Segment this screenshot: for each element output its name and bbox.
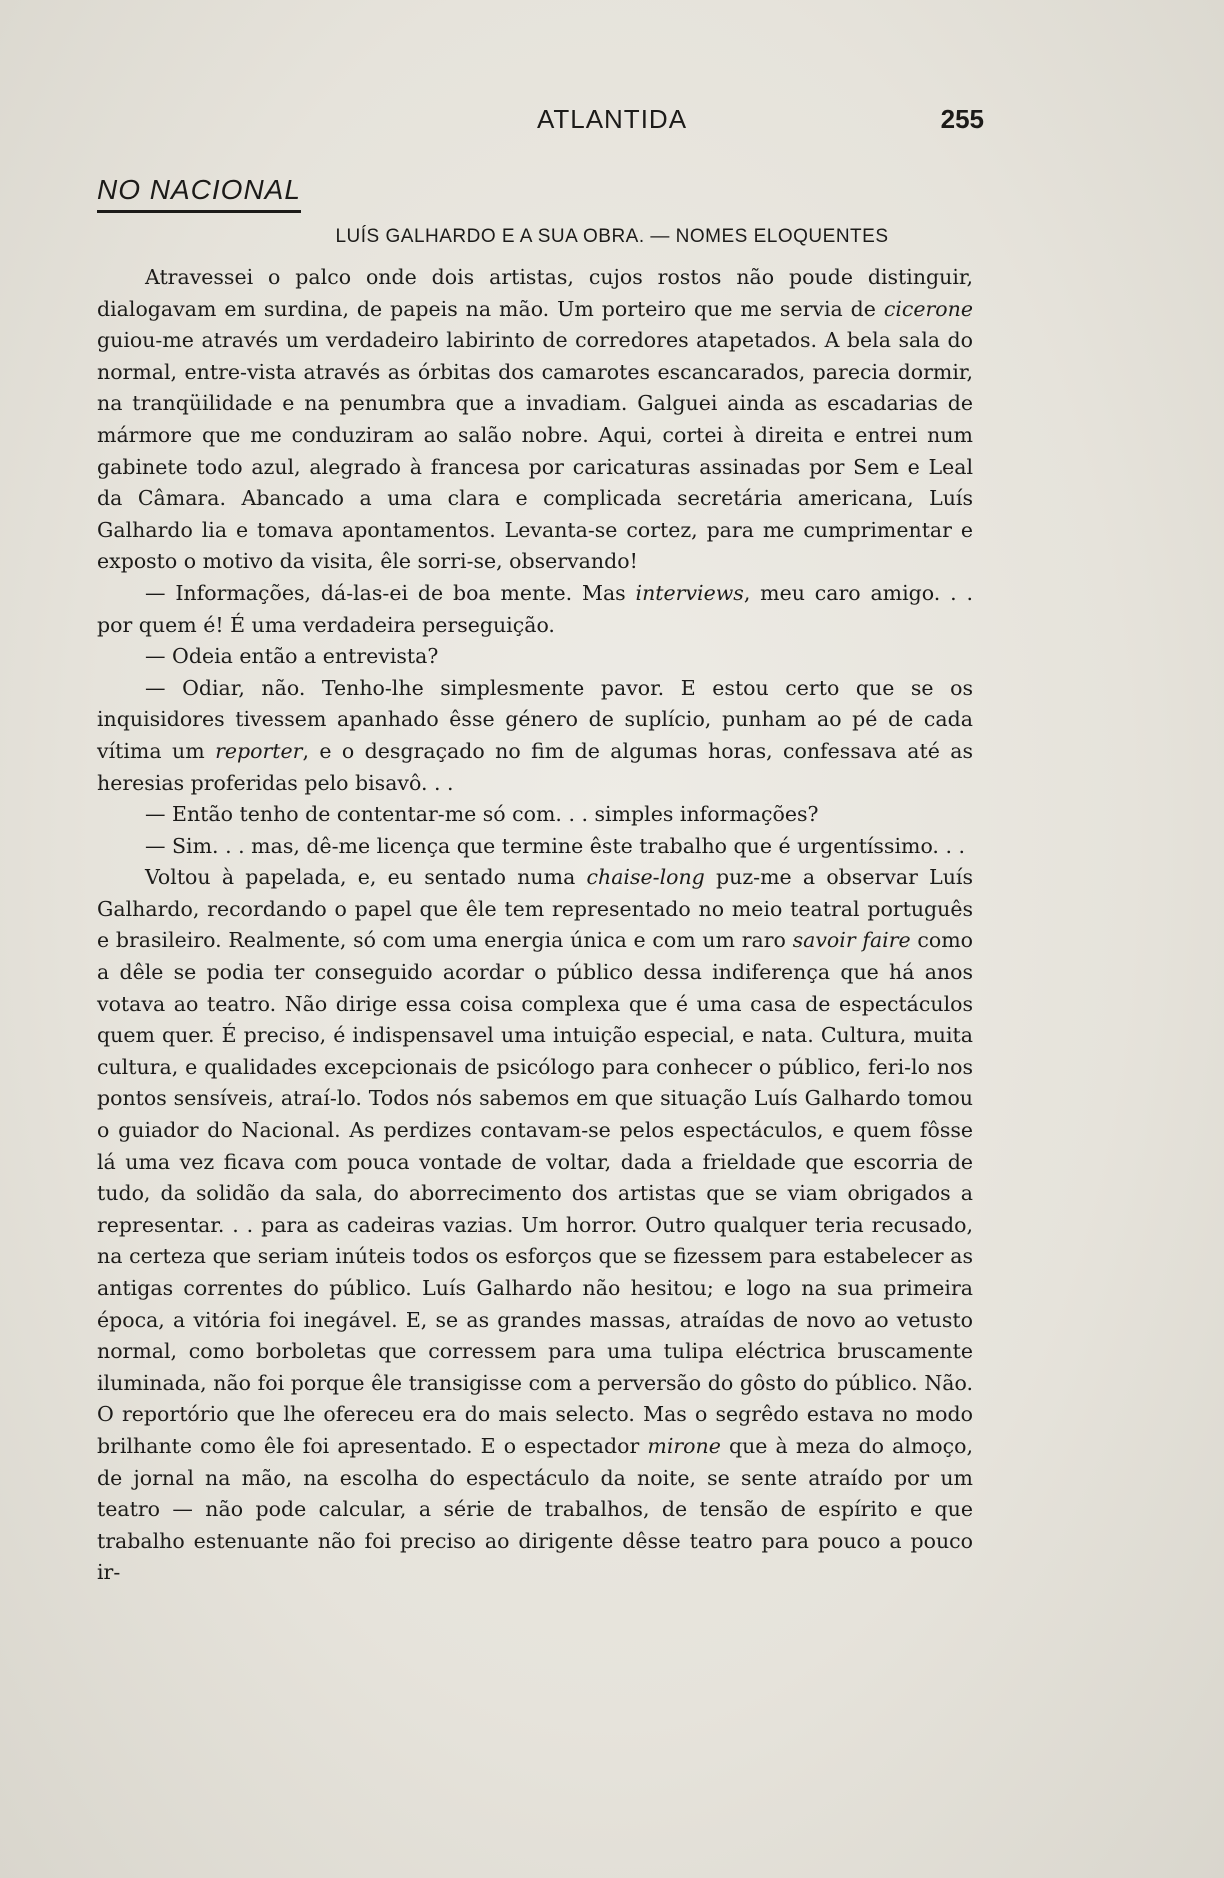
italic-term: savoir faire — [792, 928, 911, 953]
paragraph — [97, 262, 973, 578]
paragraph — [97, 862, 973, 1589]
italic-term: interviews — [635, 580, 744, 605]
paragraph — [97, 831, 973, 863]
text-run: guiou-me através um verdadeiro labirinto de corredores atapetados. A bela sala do normal, entre-vista através as órbitas dos camarotes escancarados, parecia dormir, na tranqüilidade e na penumbra que a invadiam. Galguei ainda as escadarias de mármore que me conduziram ao salão nobre. Aqui, cortei à direita e entrei num gabinete todo azul, alegrado à francesa por caricaturas assinadas por Sem e Leal da Câmara. Abancado a uma clara e complicada secretária americana, Luís Galhardo lia e tomava apontamentos. Levanta-se cortez, para me cumprimentar e exposto o motivo da visita, êle sorri-se, observando! — [97, 328, 973, 574]
text-run: Voltou à papelada, e, eu sentado numa — [145, 865, 587, 890]
italic-term: chaise-long — [586, 865, 705, 890]
text-run: — Odiar, não. Tenho-lhe simplesmente pavor. E estou certo que se os inquisidores tivessem apanhado êsse género de suplício, punham ao pé de cada vítima um — [97, 675, 973, 763]
italic-term: cicerone — [883, 296, 973, 321]
paragraph — [97, 799, 973, 831]
running-header-title: ATLANTIDA — [536, 104, 688, 134]
text-run: — Então tenho de contentar-me só com. . . simples informações? — [145, 802, 819, 827]
paragraph — [97, 578, 973, 641]
section-title: NO NACIONAL — [97, 174, 301, 213]
text-run: puz-me a observar Luís Galhardo, recordando o papel que êle tem representado no meio teatral português e brasileiro. Realmente, só com uma energia única e com um raro — [97, 865, 973, 953]
article-subheading: LUÍS GALHARDO E A SUA OBRA. — NOMES ELOQUENTES — [335, 226, 889, 247]
text-run: — Informações, dá-las-ei de boa mente. Mas — [145, 580, 636, 605]
text-run: como a dêle se podia ter conseguido acordar o público dessa indiferença que há anos votava ao teatro. Não dirige essa coisa complexa que é uma casa de espectáculos quem quer. É preciso, é indispensavel uma intuição especial, e nata. Cultura, muita cultura, e qualidades excepcionais de psicólogo para conhecer o público, feri-lo nos pontos sensíveis, atraí-lo. Todos nós sabemos em que situação Luís Galhardo tomou o guiador do Nacional. As perdizes contavam-se pelos espectáculos, e quem fôsse lá uma vez ficava com pouca vontade de voltar, dada a frieldade que escorria de tudo, da solidão da sala, do aborrecimento dos artistas que se viam obrigados a representar. . . para as cadeiras vazias. Um horror. Outro qualquer teria recusado, na certeza que seriam inúteis todos os esforços que se fizessem para estabelecer as antigas correntes do público. Luís Galhardo não hesitou; e logo na sua primeira época, a vitória foi inegável. E, se as grandes massas, atraídas de novo ao vetusto normal, como borboletas que corressem para uma tulipa eléctrica bruscamente iluminada, não foi porque êle transigisse com a perversão do gôsto do público. Não. O reportório que lhe ofereceu era do mais selecto. Mas o segrêdo estava no modo brilhante como êle foi apresentado. E o espectador — [97, 928, 973, 1458]
italic-term: mirone — [647, 1433, 721, 1458]
text-run: , e o desgraçado no fim de algumas horas, confessava até as heresias proferidas pelo bisavô. . . — [97, 738, 973, 795]
text-run: — Odeia então a entrevista? — [145, 644, 439, 669]
page-number: 255 — [940, 104, 984, 134]
paragraph — [97, 641, 973, 673]
paragraph — [97, 673, 973, 799]
text-run: que à meza do almoço, de jornal na mão, na escolha do espectáculo da noite, se sente atraído por um teatro — não pode calcular, a série de trabalhos, de tensão de espírito e que trabalho estenuante não foi preciso ao dirigente dêsse teatro para pouco a pouco ir- — [97, 1433, 973, 1585]
article-body — [97, 262, 973, 1589]
text-run: , meu caro amigo. . . por quem é! É uma verdadeira perseguição. — [97, 580, 973, 637]
italic-term: reporter — [215, 738, 303, 763]
text-run: — Sim. . . mas, dê-me licença que termine êste trabalho que é urgentíssimo. . . — [145, 833, 966, 858]
text-run: Atravessei o palco onde dois artistas, cujos rostos não poude distinguir, dialogavam em surdina, de papeis na mão. Um porteiro que me servia de — [97, 265, 973, 321]
